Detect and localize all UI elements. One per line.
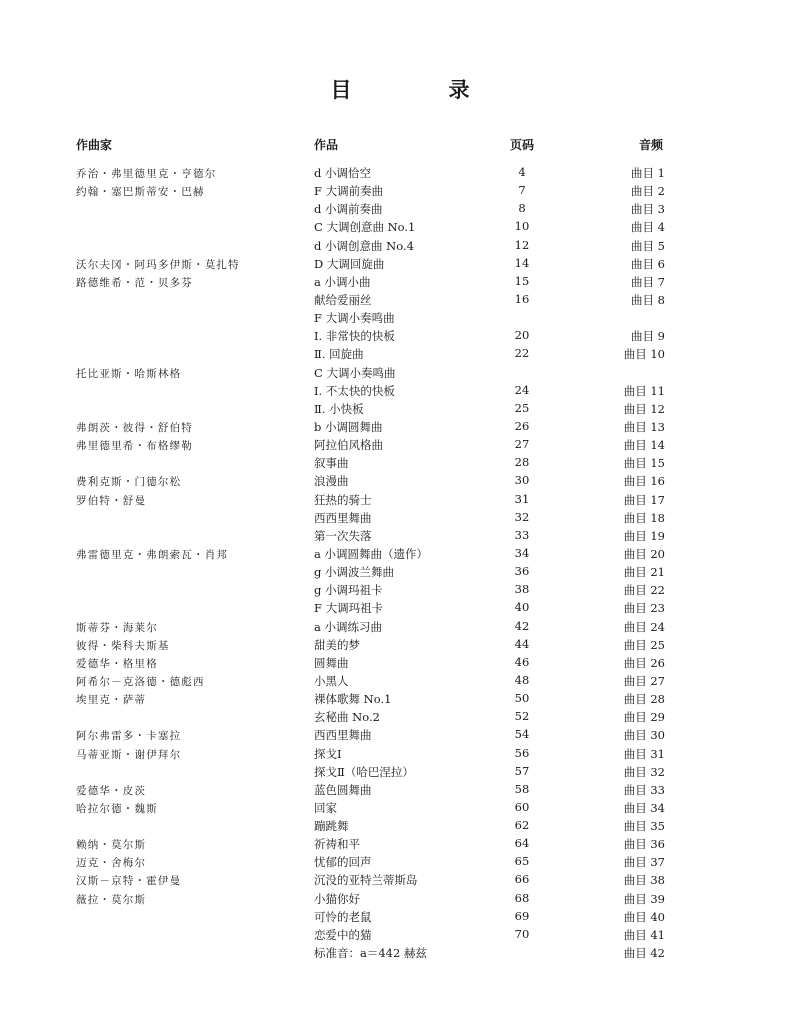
work-cell: d 小调前奏曲 [314, 202, 383, 217]
track-cell: 曲目 23 [623, 601, 665, 616]
toc-row [0, 763, 800, 781]
composer-cell: 斯蒂芬・海莱尔 [76, 621, 158, 634]
work-cell: 标准音：a＝442 赫兹 [314, 946, 427, 961]
toc-row [0, 636, 800, 654]
toc-row [0, 454, 800, 472]
toc-row [0, 237, 800, 255]
work-cell: 阿拉伯风格曲 [314, 438, 383, 453]
toc-row [0, 527, 800, 545]
composer-cell: 托比亚斯・哈斯林格 [76, 367, 182, 380]
toc-row [0, 871, 800, 889]
work-cell: 西西里舞曲 [314, 728, 372, 743]
work-cell: 探戈Ⅱ（哈巴涅拉） [314, 764, 414, 779]
work-cell: 蓝色圆舞曲 [314, 782, 372, 797]
page-number-cell: 22 [514, 346, 530, 361]
toc-row [0, 581, 800, 599]
header-track: 音频 [638, 138, 663, 152]
work-cell: 玄秘曲 No.2 [314, 710, 380, 725]
toc-row [0, 509, 800, 527]
work-cell: 祈祷和平 [314, 837, 360, 852]
work-cell: 回家 [314, 800, 337, 815]
page-number-cell: 65 [514, 854, 530, 869]
track-cell: 曲目 42 [623, 946, 665, 961]
work-cell: a 小调练习曲 [314, 619, 383, 634]
page-number-cell: 57 [514, 763, 530, 778]
toc-row [0, 327, 800, 345]
toc-row [0, 799, 800, 817]
toc-row [0, 273, 800, 291]
page-number-cell: 66 [514, 872, 530, 887]
work-cell: 圆舞曲 [314, 655, 349, 670]
track-cell: 曲目 36 [623, 837, 665, 852]
work-cell: b 小调圆舞曲 [314, 419, 383, 434]
page-number-cell: 70 [514, 926, 530, 941]
work-cell: 裸体歌舞 No.1 [314, 692, 392, 707]
page-number-cell: 62 [514, 818, 530, 833]
work-cell: 沉没的亚特兰蒂斯岛 [314, 873, 418, 888]
track-cell: 曲目 31 [623, 746, 665, 761]
work-cell: 小黑人 [314, 673, 349, 688]
page-number-cell: 16 [514, 291, 530, 306]
toc-row [0, 690, 800, 708]
page-number-cell: 32 [514, 509, 530, 524]
composer-cell: 爱德华・皮茨 [76, 784, 147, 797]
track-cell: 曲目 37 [623, 855, 665, 870]
work-cell: a 小调圆舞曲（遗作） [314, 546, 429, 561]
toc-row [0, 708, 800, 726]
track-cell: 曲目 6 [631, 256, 665, 271]
work-cell: 忧郁的回声 [314, 855, 372, 870]
track-cell: 曲目 27 [623, 673, 665, 688]
work-cell: D 大调回旋曲 [314, 256, 385, 271]
work-cell: a 小调小曲 [314, 274, 371, 289]
page-number-cell: 48 [514, 672, 530, 687]
toc-row [0, 672, 800, 690]
composer-cell: 迈克・舍梅尔 [76, 857, 147, 870]
page-number-cell: 40 [514, 600, 530, 615]
page-number-cell: 42 [514, 618, 530, 633]
work-cell: F 大调玛祖卡 [314, 601, 384, 616]
track-cell: 曲目 39 [623, 891, 665, 906]
composer-cell: 埃里克・萨蒂 [76, 694, 147, 707]
track-cell: 曲目 38 [623, 873, 665, 888]
work-cell: 探戈Ⅰ [314, 746, 342, 761]
composer-cell: 费利克斯・门德尔松 [76, 476, 182, 489]
work-cell: F 大调小奏鸣曲 [314, 311, 395, 326]
page-number-cell: 64 [514, 836, 530, 851]
track-cell: 曲目 32 [623, 764, 665, 779]
toc-row [0, 890, 800, 908]
track-cell: 曲目 25 [623, 637, 665, 652]
page-number-cell: 60 [514, 799, 530, 814]
page-number-cell: 34 [514, 545, 530, 560]
track-cell: 曲目 12 [623, 401, 665, 416]
page-number-cell: 52 [514, 709, 530, 724]
track-cell: 曲目 20 [623, 546, 665, 561]
toc-row [0, 908, 800, 926]
toc-row [0, 345, 800, 363]
toc-row [0, 200, 800, 218]
toc-row [0, 726, 800, 744]
composer-cell: 哈拉尔德・魏斯 [76, 802, 158, 815]
work-cell: 叙事曲 [314, 456, 349, 471]
page-number-cell: 8 [518, 201, 526, 216]
toc-table-body [0, 164, 800, 962]
page-number-cell: 28 [514, 455, 530, 470]
page-number-cell: 38 [514, 582, 530, 597]
page-number-cell: 15 [514, 273, 530, 288]
track-cell: 曲目 28 [623, 692, 665, 707]
work-cell: 第一次失落 [314, 528, 372, 543]
work-cell: 献给爱丽丝 [314, 292, 372, 307]
composer-cell: 彼得・柴科夫斯基 [76, 639, 170, 652]
page-number-cell: 7 [518, 183, 526, 198]
page-number-cell: 14 [514, 255, 530, 270]
work-cell: 甜美的梦 [314, 637, 360, 652]
track-cell: 曲目 16 [623, 474, 665, 489]
toc-row [0, 853, 800, 871]
composer-cell: 赖纳・莫尔斯 [76, 839, 147, 852]
page-number-cell: 44 [514, 636, 530, 651]
toc-row [0, 164, 800, 182]
toc-row [0, 563, 800, 581]
page-number-cell: 68 [514, 890, 530, 905]
work-cell: C 大调创意曲 No.1 [314, 220, 416, 235]
page-number-cell: 36 [514, 564, 530, 579]
page-number-cell: 69 [514, 908, 530, 923]
page-number-cell: 12 [514, 237, 530, 252]
work-cell: F 大调前奏曲 [314, 184, 384, 199]
toc-row [0, 944, 800, 962]
work-cell: d 小调恰空 [314, 166, 372, 180]
composer-cell: 马蒂亚斯・谢伊拜尔 [76, 748, 182, 761]
toc-row [0, 618, 800, 636]
toc-row [0, 382, 800, 400]
toc-row [0, 817, 800, 835]
work-cell: 蹦跳舞 [314, 819, 349, 834]
track-cell: 曲目 2 [631, 184, 665, 199]
page-number-cell: 56 [514, 745, 530, 760]
composer-cell: 爱德华・格里格 [76, 657, 158, 670]
track-cell: 曲目 10 [623, 347, 665, 362]
header-page: 页码 [509, 138, 534, 152]
track-cell: 曲目 29 [623, 710, 665, 725]
track-cell: 曲目 35 [623, 819, 665, 834]
track-cell: 曲目 33 [623, 782, 665, 797]
page-title: 目 录 [330, 78, 508, 102]
composer-cell: 阿尔弗雷多・卡塞拉 [76, 730, 182, 743]
page-number-cell: 25 [514, 400, 530, 415]
page-number-cell: 20 [514, 328, 530, 343]
work-cell: 恋爱中的猫 [314, 927, 372, 942]
composer-cell: 乔治・弗里德里克・亨德尔 [76, 168, 217, 180]
toc-row [0, 255, 800, 273]
page-number-cell: 4 [518, 165, 526, 179]
track-cell: 曲目 34 [623, 800, 665, 815]
page-number-cell: 33 [514, 527, 530, 542]
track-cell: 曲目 14 [623, 438, 665, 453]
toc-row [0, 472, 800, 490]
page-number-cell: 31 [514, 491, 530, 506]
page-number-cell: 54 [514, 727, 530, 742]
toc-row [0, 436, 800, 454]
header-work: 作品 [314, 138, 339, 152]
composer-cell: 弗朗茨・彼得・舒伯特 [76, 421, 193, 434]
composer-cell: 弗里德里希・布格缪勒 [76, 440, 193, 453]
header-composer: 作曲家 [76, 138, 113, 152]
toc-row [0, 781, 800, 799]
track-cell: 曲目 26 [623, 655, 665, 670]
track-cell: 曲目 5 [631, 238, 665, 253]
track-cell: 曲目 3 [631, 202, 665, 217]
track-cell: 曲目 11 [623, 383, 665, 398]
composer-cell: 约翰・塞巴斯蒂安・巴赫 [76, 186, 205, 199]
work-cell: 小猫你好 [314, 891, 360, 906]
track-cell: 曲目 18 [623, 510, 665, 525]
work-cell: Ⅰ. 不太快的快板 [314, 383, 395, 398]
work-cell: 狂热的骑士 [314, 492, 372, 507]
work-cell: g 小调波兰舞曲 [314, 565, 395, 580]
toc-row [0, 400, 800, 418]
toc-row [0, 545, 800, 563]
composer-cell: 薇拉・莫尔斯 [76, 893, 147, 906]
track-cell: 曲目 24 [623, 619, 665, 634]
track-cell: 曲目 8 [631, 292, 665, 307]
page-number-cell: 58 [514, 781, 530, 796]
toc-row [0, 654, 800, 672]
page-number-cell: 30 [514, 473, 530, 488]
track-cell: 曲目 41 [623, 927, 665, 942]
page-number-cell: 50 [514, 691, 530, 706]
track-cell: 曲目 15 [623, 456, 665, 471]
track-cell: 曲目 1 [631, 166, 665, 180]
page-number-cell: 26 [514, 418, 530, 433]
toc-row [0, 309, 800, 327]
track-cell: 曲目 4 [631, 220, 665, 235]
toc-row [0, 745, 800, 763]
page-number-cell: 46 [514, 654, 530, 669]
track-cell: 曲目 21 [623, 565, 665, 580]
work-cell: 西西里舞曲 [314, 510, 372, 525]
track-cell: 曲目 19 [623, 528, 665, 543]
track-cell: 曲目 7 [631, 274, 665, 289]
track-cell: 曲目 9 [631, 329, 665, 344]
work-cell: Ⅱ. 回旋曲 [314, 347, 364, 362]
track-cell: 曲目 30 [623, 728, 665, 743]
page-number-cell: 24 [514, 382, 530, 397]
page-number-cell: 10 [514, 219, 530, 234]
composer-cell: 路德维希・范・贝多芬 [76, 276, 193, 289]
track-cell: 曲目 13 [623, 419, 665, 434]
work-cell: C 大调小奏鸣曲 [314, 365, 396, 380]
toc-row [0, 182, 800, 200]
toc-row [0, 491, 800, 509]
track-cell: 曲目 17 [623, 492, 665, 507]
composer-cell: 弗雷德里克・弗朗索瓦・肖邦 [76, 548, 229, 561]
work-cell: Ⅰ. 非常快的快板 [314, 329, 395, 344]
page-number-cell: 27 [514, 437, 530, 452]
toc-row [0, 364, 800, 382]
work-cell: 可怜的老鼠 [314, 909, 372, 924]
composer-cell: 汉斯－京特・霍伊曼 [76, 875, 182, 888]
work-cell: g 小调玛祖卡 [314, 583, 383, 598]
track-cell: 曲目 40 [623, 909, 665, 924]
toc-row [0, 218, 800, 236]
toc-row [0, 418, 800, 436]
composer-cell: 阿希尔－克洛德・德彪西 [76, 675, 205, 688]
toc-row [0, 599, 800, 617]
toc-row [0, 291, 800, 309]
work-cell: 浪漫曲 [314, 474, 349, 489]
composer-cell: 沃尔夫冈・阿玛多伊斯・莫扎特 [76, 258, 240, 271]
toc-header-row [0, 136, 800, 156]
toc-row [0, 926, 800, 944]
composer-cell: 罗伯特・舒曼 [76, 494, 147, 507]
toc-row [0, 835, 800, 853]
work-cell: d 小调创意曲 No.4 [314, 238, 414, 253]
track-cell: 曲目 22 [623, 583, 665, 598]
work-cell: Ⅱ. 小快板 [314, 401, 364, 416]
